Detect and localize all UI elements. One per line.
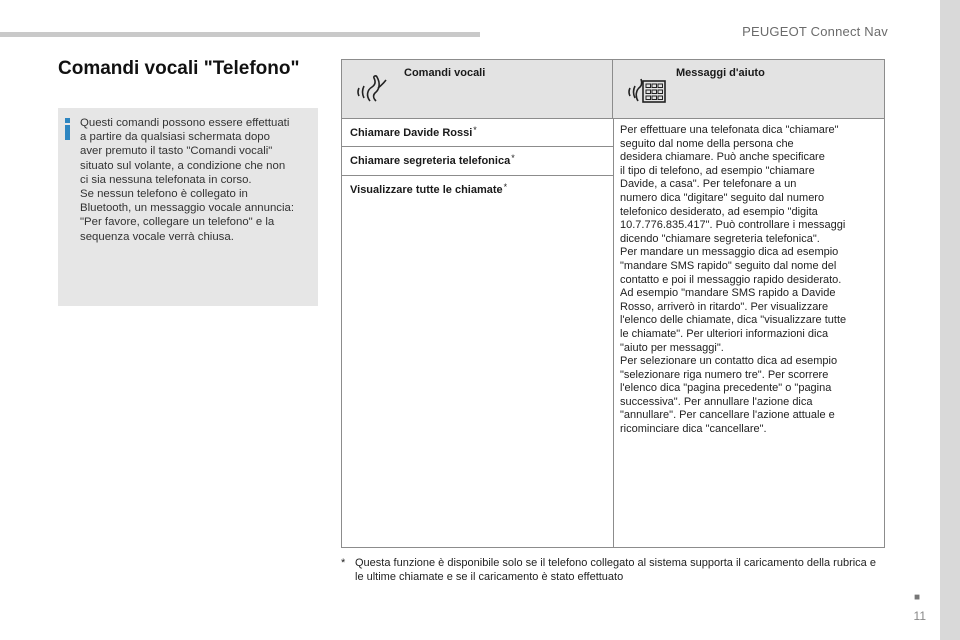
page-title: Comandi vocali "Telefono" <box>58 58 300 79</box>
table-header-commands <box>342 60 613 119</box>
footnote <box>341 556 886 584</box>
footnote-marker: * <box>503 182 508 192</box>
help-message-text: Per effettuare una telefonata dica "chiamare" seguito dal nome della persona che desidera chiamare. Può anche specificare il tipo di telefono, ad esempio "chiamare Davide, a casa". Per telefonare a un numero dica "digitare" seguito dal numero telefonico desiderato, ad esempio "digita 10.7.776.835.417". Può controllare i messaggi dicendo "chiamare segreteria telefonica". Per mandare un messaggio dica ad esempio "mandare SMS rapido" seguito dal nome del contatto e poi il messaggio rapido desiderato. Ad esempio "mandare SMS rapido a Davide Rosso, arriverò in ritardo". Per visualizzare l'elenco delle chiamate, dica "visualizzare tutte le chiamate". Per ulteriori informazioni dica "aiuto per messaggi". Per selezionare un contatto dica ad esempio "selezionare riga numero tre". Per scorrere l'elenco dica "pagina precedente" o "pagina successiva". Per annullare l'azione dica "annullare". Per cancellare l'azione attuale e ricominciare dica "cancellare". <box>620 124 847 436</box>
command-label: Chiamare Davide Rossi <box>350 127 473 139</box>
info-icon <box>64 118 71 140</box>
footnote-mark: * <box>341 557 346 569</box>
column-divider <box>613 119 614 547</box>
footnote-marker: * <box>511 153 515 163</box>
table-header-help-label: Messaggi d'aiuto <box>676 67 765 79</box>
info-text: Questi comandi possono essere effettuati a partire da qualsiasi schermata dopo aver premuto il tasto "Comandi vocali" situato sul volante, a condizione che non ci sia nessuna telefonata in corso. Se nessun telefono è collegato in Bluetooth, un messaggio vocale annuncia: "Per favore, collegare un telefono" e la sequenza vocale verrà chiusa. <box>80 117 295 243</box>
brand-label: PEUGEOT Connect Nav <box>742 24 888 39</box>
voice-command-icon <box>356 74 388 109</box>
header-rule <box>0 32 480 37</box>
table-row <box>342 176 613 204</box>
info-box <box>58 108 318 306</box>
footnote-text: Questa funzione è disponibile solo se il telefono collegato al sistema supporta il caricamento della rubrica e le ultime chiamate e se il caricamento è stato effettuato <box>355 557 876 583</box>
table-header-help <box>613 60 884 119</box>
table-row <box>342 119 613 147</box>
page-number: 11 <box>913 609 926 623</box>
page-marker: ■ <box>913 592 920 603</box>
voice-keypad-icon <box>627 74 667 109</box>
voice-commands-table <box>341 59 885 548</box>
footnote-marker: * <box>473 125 477 135</box>
page-edge-bar <box>940 0 960 640</box>
table-header-commands-label: Comandi vocali <box>404 67 486 79</box>
command-label: Visualizzare tutte le chiamate <box>350 184 503 196</box>
command-label: Chiamare segreteria telefonica <box>350 155 511 167</box>
table-row <box>342 147 613 176</box>
